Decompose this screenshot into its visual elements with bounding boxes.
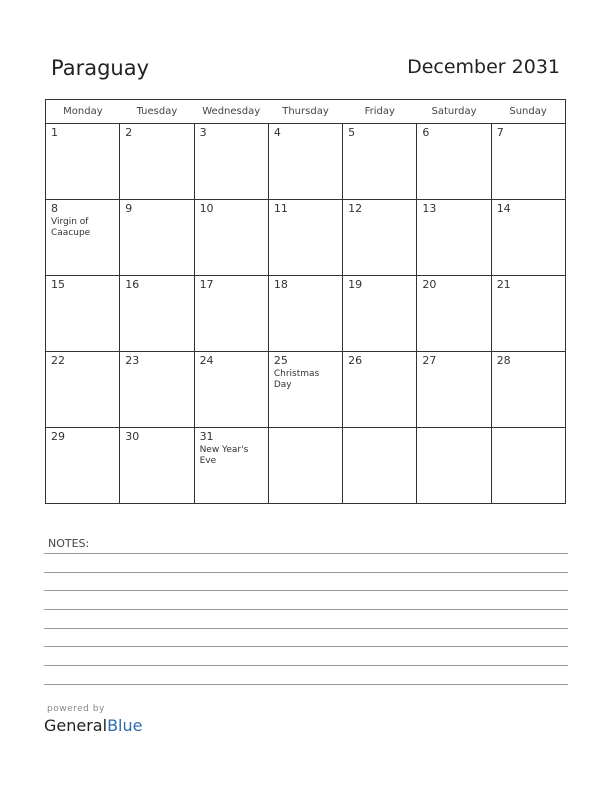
day-number: 2: [125, 126, 133, 139]
day-number: 9: [125, 202, 133, 215]
weekday-friday: Friday: [343, 100, 417, 124]
day-cell: [268, 124, 342, 200]
day-cell: [194, 276, 268, 352]
day-cell: [120, 200, 194, 276]
day-number: 21: [496, 278, 511, 291]
day-cell: [46, 124, 120, 200]
day-number: 20: [422, 278, 437, 291]
day-cell: [46, 352, 120, 428]
day-number: 23: [125, 354, 140, 367]
day-cell: [194, 352, 268, 428]
brand-blue: Blue: [107, 716, 143, 735]
day-number: 5: [348, 126, 356, 139]
day-cell: [268, 200, 342, 276]
day-cell: [120, 124, 194, 200]
day-number: 27: [422, 354, 437, 367]
day-cell: [194, 200, 268, 276]
day-cell: [491, 352, 565, 428]
week-row: [46, 276, 566, 352]
day-number: 22: [51, 354, 65, 367]
week-row: [46, 352, 566, 428]
notes-line: [44, 553, 568, 554]
day-cell: [268, 352, 342, 428]
day-number: 31: [199, 430, 214, 443]
weekday-saturday: Saturday: [417, 100, 491, 124]
notes-line: [44, 665, 568, 666]
day-number: 19: [348, 278, 363, 291]
day-cell: [491, 124, 565, 200]
day-number: 1: [51, 126, 58, 139]
week-row: [46, 200, 566, 276]
day-cell: [46, 428, 120, 504]
day-cell: [46, 276, 120, 352]
powered-by-text: powered by: [47, 704, 105, 714]
weekday-tuesday: Tuesday: [120, 100, 194, 124]
day-number: 4: [273, 126, 281, 139]
day-number: 13: [422, 202, 437, 215]
calendar-grid: [45, 99, 566, 504]
day-number: 11: [273, 202, 288, 215]
day-cell: [343, 428, 417, 504]
week-row: [46, 428, 566, 504]
weekday-header-row: [46, 100, 566, 124]
day-cell: [194, 428, 268, 504]
day-number: 29: [51, 430, 65, 443]
day-cell: [343, 352, 417, 428]
country-title: Paraguay: [51, 56, 150, 80]
notes-line: [44, 628, 568, 629]
day-number: 3: [199, 126, 207, 139]
day-cell: [46, 200, 120, 276]
day-number: 17: [199, 278, 214, 291]
weekday-sunday: Sunday: [491, 100, 565, 124]
holiday-label: New Year's Eve: [199, 445, 249, 466]
day-cell: [343, 124, 417, 200]
day-cell: [120, 428, 194, 504]
month-year-title: December 2031: [407, 56, 560, 78]
day-number: 25: [273, 354, 288, 367]
day-cell: [417, 276, 491, 352]
notes-line: [44, 572, 568, 573]
day-cell: [417, 200, 491, 276]
day-cell: [491, 428, 565, 504]
weekday-wednesday: Wednesday: [194, 100, 268, 124]
generalblue-logo[interactable]: [44, 716, 142, 735]
day-number: 28: [496, 354, 511, 367]
week-row: [46, 124, 566, 200]
day-cell: [417, 428, 491, 504]
notes-label: NOTES:: [48, 537, 90, 550]
day-cell: [120, 276, 194, 352]
day-number: 30: [125, 430, 140, 443]
day-cell: [417, 124, 491, 200]
notes-line: [44, 609, 568, 610]
day-number: 24: [199, 354, 214, 367]
weekday-monday: Monday: [46, 100, 120, 124]
day-number: 6: [422, 126, 430, 139]
notes-line: [44, 590, 568, 591]
day-cell: [417, 352, 491, 428]
day-cell: [120, 352, 194, 428]
brand-general: General: [44, 716, 108, 735]
notes-line: [44, 684, 568, 685]
day-cell: [491, 200, 565, 276]
day-number: 8: [51, 202, 58, 215]
day-cell: [268, 276, 342, 352]
day-cell: [343, 200, 417, 276]
holiday-label: Christmas Day: [273, 369, 320, 390]
day-cell: [343, 276, 417, 352]
day-number: 26: [348, 354, 363, 367]
day-number: 14: [496, 202, 511, 215]
weekday-thursday: Thursday: [268, 100, 342, 124]
day-cell: [194, 124, 268, 200]
notes-line: [44, 646, 568, 647]
holiday-label: Virgin of Caacupe: [51, 217, 91, 238]
day-cell: [268, 428, 342, 504]
day-number: 10: [199, 202, 214, 215]
day-number: 18: [273, 278, 288, 291]
day-number: 15: [51, 278, 65, 291]
day-number: 12: [348, 202, 363, 215]
day-number: 7: [496, 126, 504, 139]
day-cell: [491, 276, 565, 352]
day-number: 16: [125, 278, 140, 291]
